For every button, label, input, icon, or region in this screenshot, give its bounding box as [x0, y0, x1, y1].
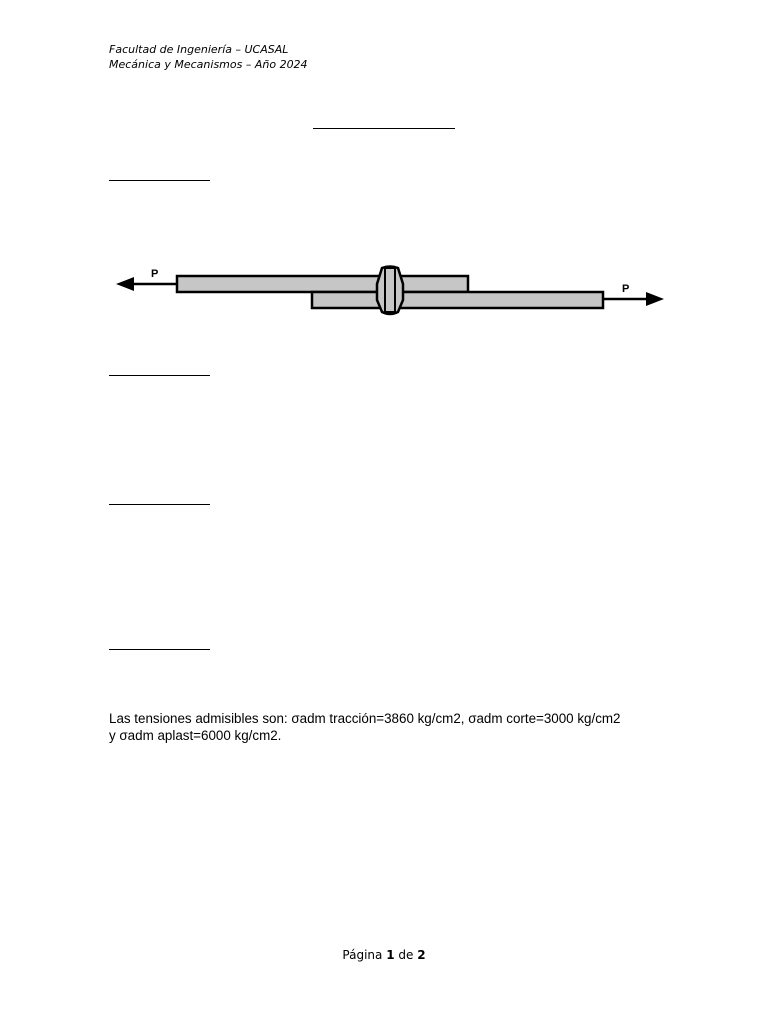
section-underline-1 [109, 180, 210, 181]
header-course: Mecánica y Mecanismos – Año 2024 [109, 58, 308, 71]
lower-plate [312, 292, 603, 308]
section-underline-2 [109, 375, 210, 376]
upper-plate [177, 276, 468, 292]
rivet [377, 267, 403, 315]
left-force-arrow [116, 277, 177, 291]
right-force-arrow [603, 292, 664, 306]
page-footer [0, 948, 768, 962]
allowable-stresses-paragraph [109, 710, 669, 744]
footer-separator: de [394, 948, 418, 962]
section-underline-3 [109, 504, 210, 505]
left-force-label: P [151, 268, 159, 280]
title-underline [313, 128, 455, 129]
section-underline-4 [109, 649, 210, 650]
header-faculty: Facultad de Ingeniería – UCASAL [109, 43, 289, 56]
footer-current-page: 1 [386, 948, 395, 962]
right-force-label: P [622, 283, 630, 295]
footer-total-pages: 2 [417, 948, 426, 962]
riveted-joint-diagram [110, 262, 670, 320]
allowable-stresses-line-2: y σadm aplast=6000 kg/cm2. [109, 728, 282, 743]
allowable-stresses-line-1: Las tensiones admisibles son: σadm tracción=3860 kg/cm2, σadm corte=3000 kg/cm2 [109, 711, 621, 726]
footer-prefix: Página [342, 948, 387, 962]
